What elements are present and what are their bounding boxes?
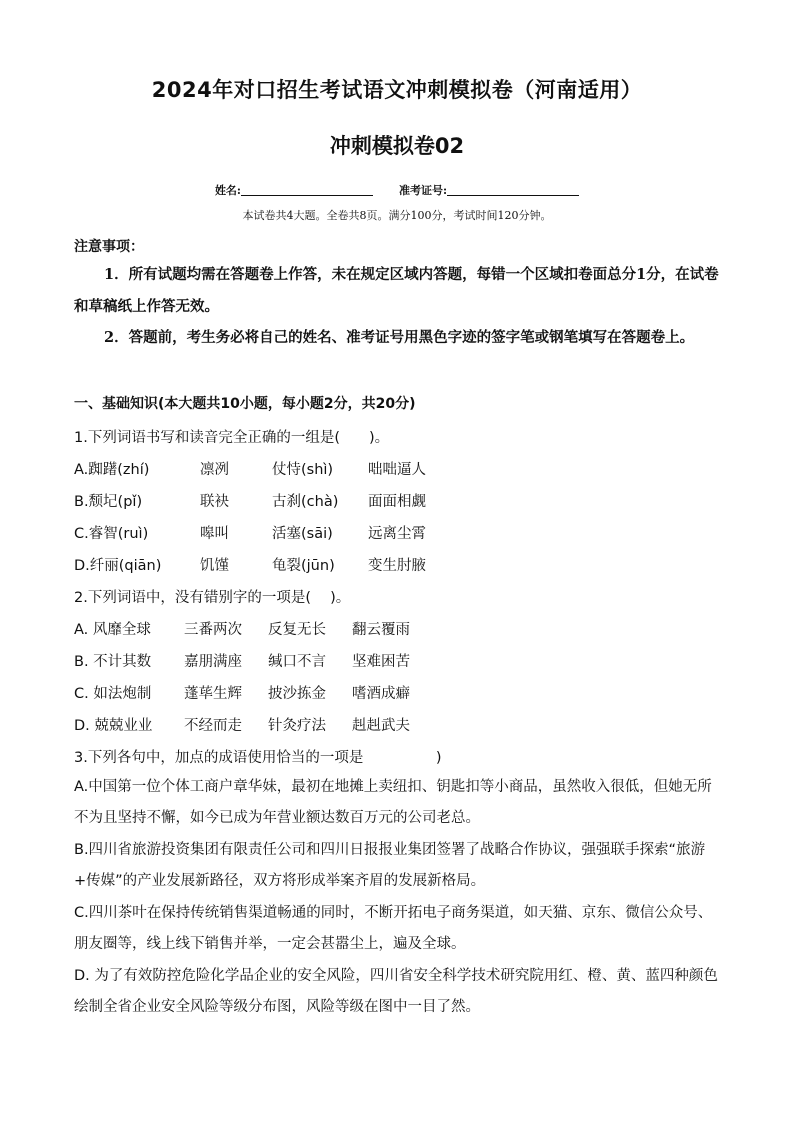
- notes-heading: 注意事项：: [74, 239, 144, 255]
- option-cell: 针灸疗法: [268, 718, 326, 734]
- question-stem: 2.下列词语中，没有错别字的一项是( )。: [74, 590, 351, 606]
- option-cell: D.纤丽(qiān): [74, 558, 162, 574]
- option-cell: 嗥叫: [200, 526, 229, 542]
- question-stem: 1.下列词语书写和读音完全正确的一组是( )。: [74, 430, 390, 446]
- option-cell: 活塞(sāi): [272, 526, 333, 542]
- name-label: 姓名:: [214, 184, 241, 197]
- option-cell: C.睿智(ruì): [74, 526, 149, 542]
- option-cell: 翻云覆雨: [352, 622, 410, 638]
- option-paragraph: D. 为了有效防控危险化学品企业的安全风险，四川省安全科学技术研究院用红、橙、黄、蓝四种颜色绘制全省企业安全风险等级分布图，风险等级在图中一目了然。: [74, 968, 718, 1015]
- option-cell: B.颓圮(pǐ): [74, 494, 143, 510]
- option-cell: 不经而走: [184, 718, 242, 734]
- exam-info: 本试卷共4大题。全卷共8页。满分100分，考试时间120分钟。: [242, 209, 552, 222]
- page-subtitle: 冲刺模拟卷02: [329, 134, 465, 158]
- option-cell: 坚难困苦: [352, 654, 410, 670]
- option-cell: A.踟躇(zhí): [74, 462, 150, 478]
- option-cell: 赳赳武夫: [352, 718, 410, 734]
- note-item: 1．所有试题均需在答题卷上作答，未在规定区域内答题，每错一个区域扣卷面总分1分，在试卷和草稿纸上作答无效。: [74, 266, 719, 315]
- option-cell: 饥馑: [200, 558, 229, 574]
- option-paragraph: B.四川省旅游投资集团有限责任公司和四川日报报业集团签署了战略合作协议，强强联手探索“旅游+传媒”的产业发展新路径，双方将形成举案齐眉的发展新格局。: [74, 842, 706, 889]
- option-cell: 蓬荜生辉: [184, 686, 242, 702]
- option-cell: C. 如法炮制: [74, 686, 152, 702]
- option-cell: 古刹(chà): [272, 494, 339, 510]
- option-cell: 嗜酒成癖: [352, 686, 410, 702]
- option-cell: D. 兢兢业业: [74, 718, 153, 734]
- page-title: 2024年对口招生考试语文冲刺模拟卷（河南适用）: [151, 78, 643, 102]
- option-cell: 缄口不言: [268, 654, 326, 670]
- option-cell: 嘉朋满座: [184, 654, 242, 670]
- option-cell: 反复无长: [268, 622, 326, 638]
- note-item: 2．答题前，考生务必将自己的姓名、准考证号用黑色字迹的签字笔或钢笔填写在答题卷上。: [104, 329, 695, 346]
- option-cell: 面面相觑: [368, 494, 426, 510]
- question-stem: 3.下列各句中，加点的成语使用恰当的一项是 ): [74, 750, 442, 766]
- option-cell: 披沙拣金: [268, 686, 326, 702]
- option-cell: 联袂: [200, 494, 229, 510]
- option-cell: 三番两次: [184, 622, 242, 638]
- option-cell: 咄咄逼人: [368, 462, 426, 478]
- option-cell: 变生肘腋: [368, 558, 426, 574]
- id-blank: [447, 183, 579, 196]
- option-cell: 凛冽: [200, 462, 229, 478]
- option-cell: A. 风靡全球: [74, 622, 151, 638]
- option-cell: 龟裂(jūn): [272, 558, 335, 574]
- option-cell: 仗恃(shì): [272, 462, 334, 478]
- option-paragraph: C.四川茶叶在保持传统销售渠道畅通的同时，不断开拓电子商务渠道，如天猫、京东、微信公众号、朋友圈等，线上线下销售并举，一定会甚嚣尘上，遍及全球。: [74, 905, 713, 952]
- name-blank: [241, 183, 373, 196]
- section-heading: 一、基础知识(本大题共10小题，每小题2分，共20分): [74, 396, 416, 412]
- candidate-id-line: [0, 182, 794, 198]
- option-cell: B. 不计其数: [74, 654, 152, 670]
- id-label: 准考证号:: [399, 184, 448, 197]
- option-cell: 远离尘霄: [368, 526, 426, 542]
- option-paragraph: A.中国第一位个体工商户章华妹，最初在地摊上卖纽扣、钥匙扣等小商品，虽然收入很低，但她无所不为且坚持不懈，如今已成为年营业额达数百万元的公司老总。: [74, 779, 712, 826]
